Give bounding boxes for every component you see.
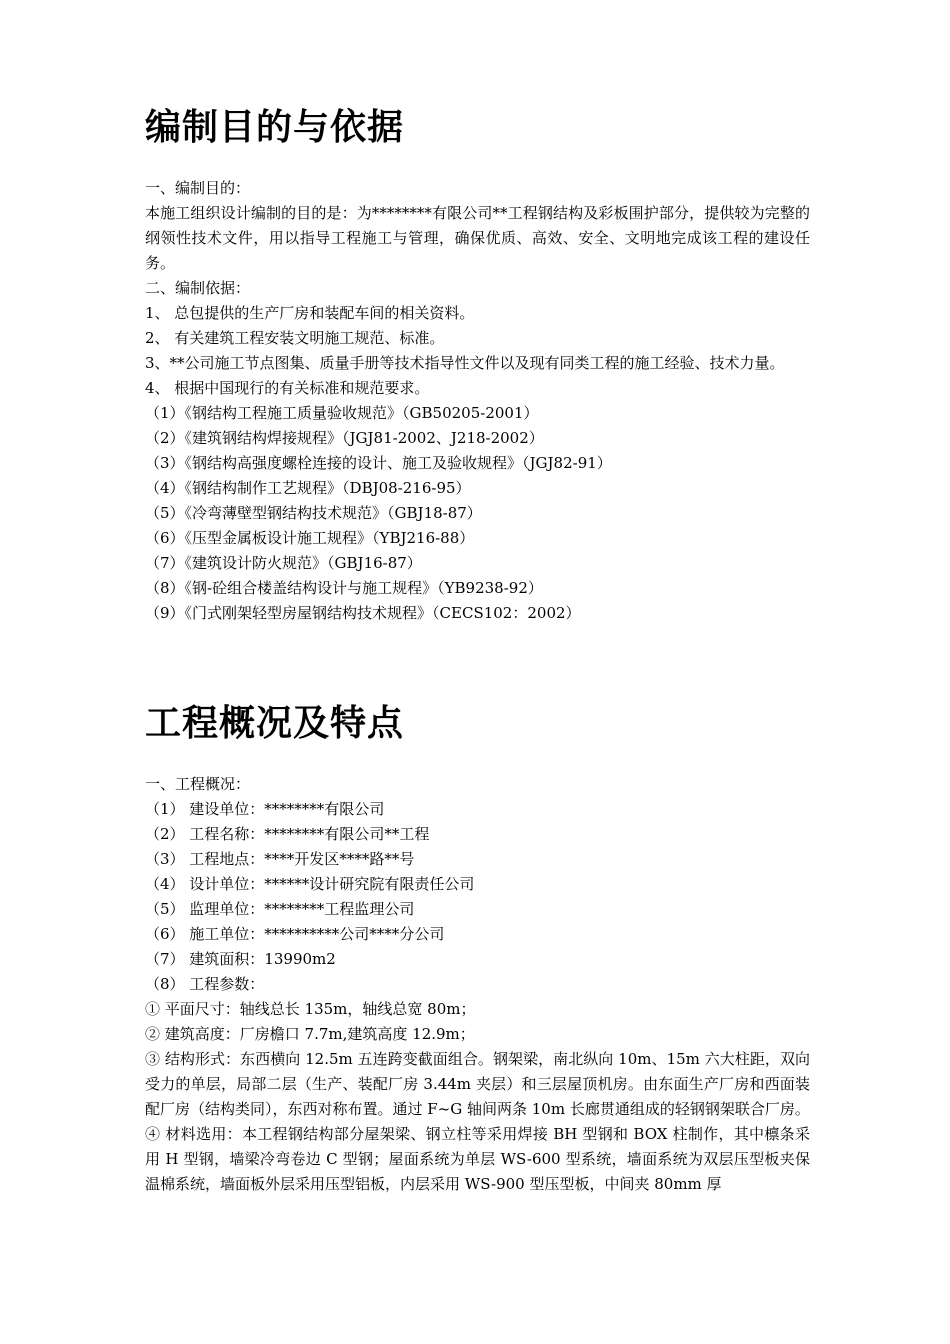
parameter-item: ③ 结构形式：东西横向 12.5m 五连跨变截面组合。钢架梁，南北纵向 10m、15m 六大柱距，双向受力的单层，局部二层（生产、装配厂房 3.44m 夹层）和三层屋顶机房。由东面生产厂房和西面装配厂房（结构类同），东西对称布置。通过 F~G 轴间两条 10m 长廊贯通组成的轻钢钢架联合厂房。 — [145, 1050, 810, 1118]
parameter-item: ① 平面尺寸：轴线总长 135m，轴线总宽 80m； — [145, 1000, 476, 1018]
section-heading: 工程概况及特点 — [145, 703, 405, 744]
parameter-item: ② 建筑高度：厂房檐口 7.7m,建筑高度 12.9m； — [145, 1025, 475, 1043]
overview-item: （4） 设计单位：******设计研究院有限责任公司 — [145, 875, 475, 893]
basis-item: 1、 总包提供的生产厂房和装配车间的相关资料。 — [145, 304, 475, 322]
overview-item: （8） 工程参数： — [145, 975, 265, 993]
overview-item: （5） 监理单位：********工程监理公司 — [145, 900, 415, 918]
standard-item: （7）《建筑设计防火规范》（GBJ16-87） — [145, 554, 422, 572]
overview-item: （2） 工程名称：********有限公司**工程 — [145, 825, 430, 843]
section-purpose-basis — [145, 104, 810, 626]
standard-item: （5）《冷弯薄壁型钢结构技术规范》（GBJ18-87） — [145, 504, 482, 522]
basis-item: 3、**公司施工节点图集、质量手册等技术指导性文件以及现有同类工程的施工经验、技术力量。 — [145, 354, 785, 372]
basis-item: 2、 有关建筑工程安装文明施工规范、标准。 — [145, 329, 445, 347]
standard-item: （4）《钢结构制作工艺规程》（DBJ08-216-95） — [145, 479, 471, 497]
overview-item: （7） 建筑面积：13990m2 — [145, 950, 336, 968]
purpose-paragraph: 本施工组织设计编制的目的是：为********有限公司**工程钢结构及彩板围护部分，提供较为完整的纲领性技术文件，用以指导工程施工与管理，确保优质、高效、安全、文明地完成该工程的建设任务。 — [145, 204, 810, 272]
parameter-item: ④ 材料选用：本工程钢结构部分屋架梁、钢立柱等采用焊接 BH 型钢和 BOX 柱制作，其中檩条采用 H 型钢，墙梁冷弯卷边 C 型钢；屋面系统为单层 WS-600 型系统，墙面系统为双层压型板夹保温棉系统，墙面板外层采用压型铝板，内层采用 WS-900 型压型板，中间夹 80mm 厚 — [145, 1125, 810, 1193]
standard-item: （6）《压型金属板设计施工规程》（YBJ216-88） — [145, 529, 475, 547]
section-overview — [145, 700, 810, 1197]
overview-title: 一、工程概况： — [145, 775, 251, 793]
basis-title: 二、编制依据： — [145, 279, 251, 297]
standard-item: （2）《建筑钢结构焊接规程》（JGJ81-2002、J218-2002） — [145, 429, 544, 447]
section-heading: 编制目的与依据 — [145, 107, 405, 148]
overview-item: （6） 施工单位：**********公司****分公司 — [145, 925, 445, 943]
overview-item: （1） 建设单位：********有限公司 — [145, 800, 385, 818]
standard-item: （3）《钢结构高强度螺栓连接的设计、施工及验收规程》（JGJ82-91） — [145, 454, 612, 472]
standard-item: （9）《门式刚架轻型房屋钢结构技术规程》（CECS102：2002） — [145, 604, 581, 622]
purpose-title: 一、编制目的： — [145, 179, 251, 197]
overview-item: （3） 工程地点：****开发区****路**号 — [145, 850, 415, 868]
basis-item: 4、 根据中国现行的有关标准和规范要求。 — [145, 379, 430, 397]
standard-item: （1）《钢结构工程施工质量验收规范》（GB50205-2001） — [145, 404, 539, 422]
standard-item: （8）《钢-砼组合楼盖结构设计与施工规程》（YB9238-92） — [145, 579, 543, 597]
